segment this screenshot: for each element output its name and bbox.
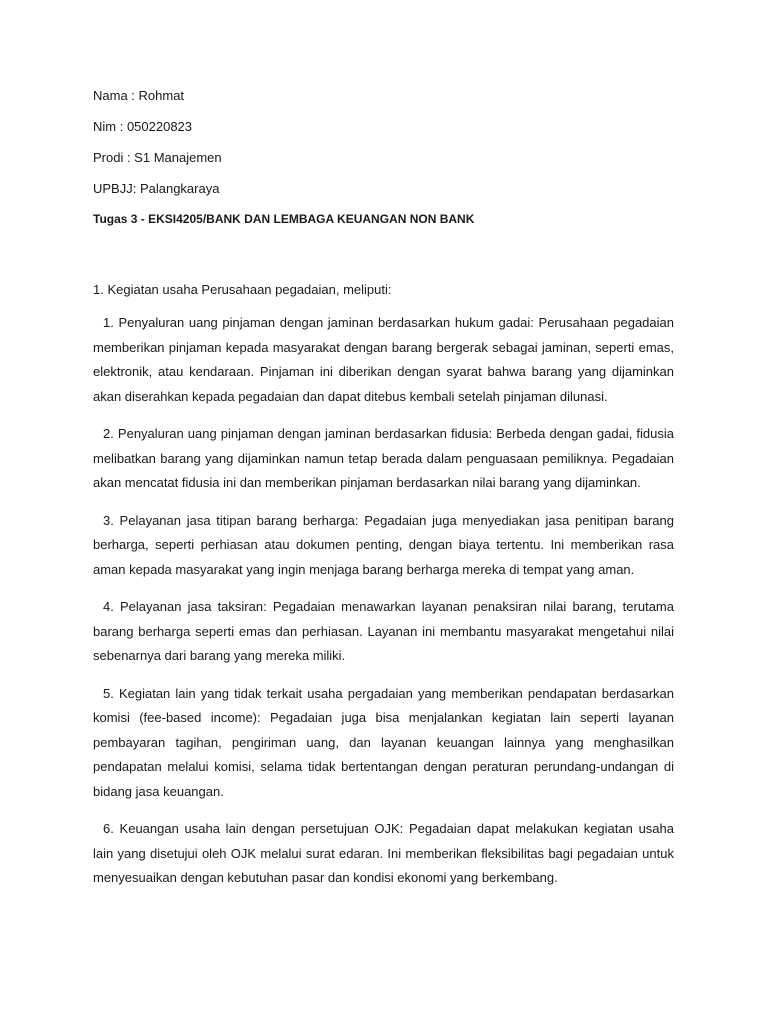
student-nim: Nim : 050220823	[93, 119, 193, 134]
list-item-6: 6. Keuangan usaha lain dengan persetujuan OJK: Pegadaian dapat melakukan kegiatan usaha lain yang disetujui oleh OJK melalui surat edaran. Ini memberikan fleksibilitas bagi pegadaian untuk menyesuaikan dengan kebutuhan pasar dan kondisi ekonomi yang berkembang.	[93, 821, 674, 885]
list-item-5: 5. Kegiatan lain yang tidak terkait usaha pergadaian yang memberikan pendapatan berdasarkan komisi (fee-based income): Pegadaian juga bisa menjalankan kegiatan lain seperti layanan pembayaran tagihan, pengiriman uang, dan layanan keuangan lainnya yang menghasilkan pendapatan melalui komisi, selama tidak bertentangan dengan peraturan perundang-undangan di bidang jasa keuangan.	[93, 685, 674, 799]
list-item-1: 1. Penyaluran uang pinjaman dengan jaminan berdasarkan hukum gadai: Perusahaan pegadaian memberikan pinjaman kepada masyarakat dengan barang bergerak sebagai jaminan, seperti emas, elektronik, atau kendaraan. Pinjaman ini diberikan dengan syarat bahwa barang yang dijaminkan akan diserahkan kepada pegadaian dan dapat ditebus kembali setelah pinjaman dilunasi.	[93, 315, 674, 404]
task-title: Tugas 3 - EKSI4205/BANK DAN LEMBAGA KEUANGAN NON BANK	[93, 212, 475, 226]
list-item-3: 3. Pelayanan jasa titipan barang berharga: Pegadaian juga menyediakan jasa penitipan barang berharga, seperti perhiasan atau dokumen penting, dengan biaya tertentu. Ini memberikan rasa aman kepada masyarakat yang ingin menjaga barang berharga mereka di tempat yang aman.	[93, 512, 674, 577]
section-heading: 1. Kegiatan usaha Perusahaan pegadaian, meliputi:	[93, 282, 392, 297]
document-body	[93, 86, 674, 904]
student-upbjj: UPBJJ: Palangkaraya	[93, 181, 220, 196]
list-item-4: 4. Pelayanan jasa taksiran: Pegadaian menawarkan layanan penaksiran nilai barang, terutama barang berharga seperti emas dan perhiasan. Layanan ini membantu masyarakat mengetahui nilai sebenarnya dari barang yang mereka miliki.	[93, 599, 674, 663]
list-item-2: 2. Penyaluran uang pinjaman dengan jaminan berdasarkan fidusia: Berbeda dengan gadai, fidusia melibatkan barang yang dijaminkan namun tetap berada dalam penguasaan pemiliknya. Pegadaian akan mencatat fidusia ini dan memberikan pinjaman berdasarkan nilai barang yang dijaminkan.	[93, 426, 674, 490]
student-prodi: Prodi : S1 Manajemen	[93, 150, 222, 165]
student-name: Nama : Rohmat	[93, 88, 185, 103]
